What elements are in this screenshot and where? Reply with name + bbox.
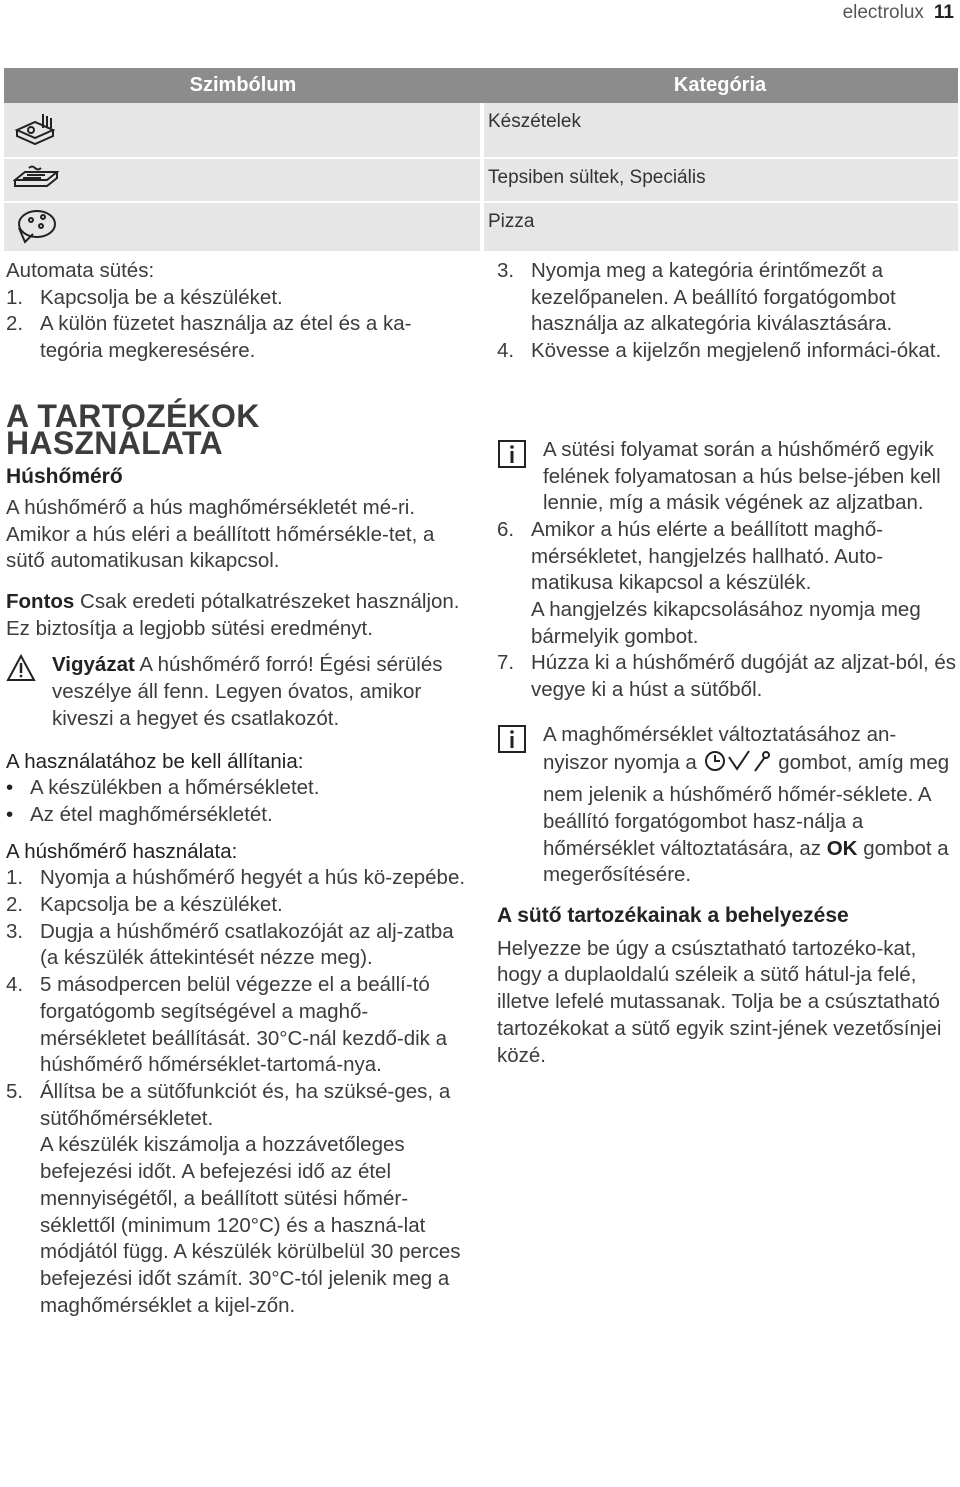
list-item: 2. A külön füzetet használja az étel és a ka-tegória megkeresésére. [6,312,412,363]
info-note: A sütési folyamat során a húshőmérő egyik felének folyamatosan a hús belse-jében kell lennie, míg a másik végének az aljzatban. [497,437,959,517]
symbol-table [4,68,958,251]
list-item: 4. 5 másodpercen belül végezze el a beállí-tó forgatógomb segítségével a maghő-mérsékletet beállítását. 30°C-nál kezdő-dik a húshőmérő hőmérséklet-tartomá-nya. [6,973,448,1077]
info-icon [497,439,527,477]
pizza-icon [5,204,479,244]
probe-button-icon [703,749,773,783]
list-item: 6. Amikor a hús elérte a beállított maghő-mérsékletet, hangjelzés hallható. Auto-matikusa kikapcsol a készülék. [497,517,884,595]
step6-extra: A hangjelzés kikapcsolásához nyomja meg bármelyik gombot. [531,598,921,648]
page-header [843,2,954,24]
list-item: 1. Nyomja a húshőmérő hegyét a hús kö-zepébe. [6,866,466,890]
info-note: A maghőmérséklet változtatásához an-nyiszor nyomja a gombot, amíg meg nem jelenik a húshőmérő hőmér-séklete. A beállító forgatógombot hasz-nálja a hőmérséklet változtatására, az OK gombot a megerősítésére. [497,722,959,889]
category-cell [482,103,958,158]
use-title: A húshőmérő használata: [6,839,238,863]
dishes-icon [5,104,479,150]
col-header-symbol: Szimbólum [4,68,482,103]
category-cell [482,202,958,251]
section-title: A TARTOZÉKOK HASZNÁLATA [6,397,260,461]
list-item: • Az étel maghőmérsékletét. [6,802,468,829]
list-item: 2. Kapcsolja be a készüléket. [6,893,283,917]
auto-title: Automata sütés: [6,259,155,282]
left-column [6,258,468,1319]
fontos-note: Fontos Csak eredeti pótalkatrészeket használjon. Ez biztosítja a legjobb sütési eredményt. [6,590,460,640]
warning-icon [6,654,36,690]
page-number: 11 [933,2,954,23]
col-header-category: Kategória [482,68,958,103]
probe-title: Húshőmérő [6,465,123,489]
accessories-title: A sütő tartozékainak a behelyezése [497,904,849,928]
list-item: • A készülékben a hőmérsékletet. [6,775,468,802]
symbol-cell [4,103,482,158]
info-icon [497,724,527,762]
list-item: 7. Húzza ki a húshőmérő dugóját az aljzat-ból, és vegye ki a húst a sütőből. [497,651,957,702]
right-column [497,258,959,1069]
accessories-text: Helyezze be úgy a csúsztatható tartozéko-kat, hogy a duplaoldalú széleik a sütő hátul-ja felé, illetve lefelé mutassanak. Tolja be a csúsztatható tartozékokat a sütő egyik szint-jének vezetősínjei közé. [497,936,942,1067]
list-item: 4. Kövesse a kijelzőn megjelenő informáci-ókat. [497,339,942,363]
category-label: Pizza [488,211,535,232]
probe-text: A húshőmérő a hús maghőmérsékletét mé-ri. Amikor a hús eléri a beállított hőmérsékle-tet, a sütő automatikusan kikapcsol. [6,495,435,573]
warning-note: Vigyázat A húshőmérő forró! Égési sérülés veszélye áll fenn. Legyen óvatos, amikor kiveszi a hegyet és csatlakozót. [6,652,468,732]
brand-name: electrolux [842,2,924,23]
set-title: A használatához be kell állítania: [6,749,304,773]
symbol-cell [4,202,482,251]
list-item: 3. Dugja a húshőmérő csatlakozóját az alj-zatba (a készülék áttekintését nézze meg). [6,919,454,970]
list-item: 3. Nyomja meg a kategória érintőmezőt a kezelőpanelen. A beállító forgatógombot használja az alkategória kiválasztására. [497,259,896,336]
category-label: Készételek [488,111,581,132]
list-item: 1. Kapcsolja be a készüléket. [6,285,283,309]
step5-extra: A készülék kiszámolja a hozzávetőleges befejezési időt. A befejezési idő az étel mennyiségétől, a beállított sütési hőmér-séklettől (minimum 120°C) és a haszná-lat módjától függ. A készülék körülbelül 30 perces befejezési időt számít. 30°C-tól jelenik meg a maghőmérséklet a kijel-zőn. [40,1133,461,1317]
baking-tray-icon [5,160,479,196]
category-label: Tepsiben sültek, Speciális [488,167,706,188]
symbol-cell [4,158,482,202]
list-item: 5. Állítsa be a sütőfunkciót és, ha szüksé-ges, a sütőhőmérsékletet. [6,1079,451,1130]
category-cell [482,158,958,202]
